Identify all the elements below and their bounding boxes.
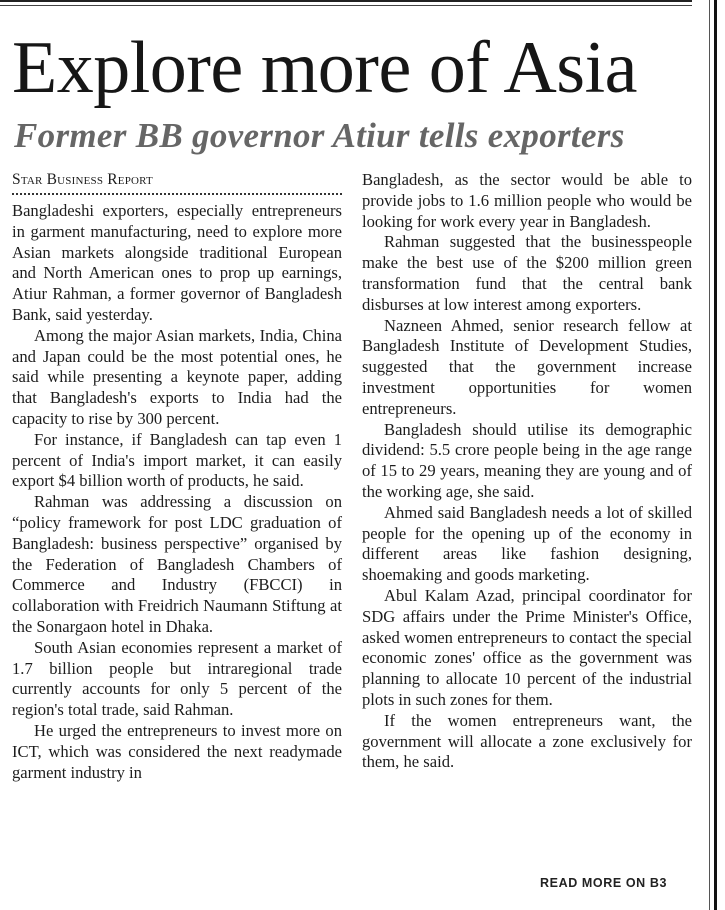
article-paragraph: Rahman was addressing a discussion on “policy framework for post LDC graduation of Bangladesh: business perspective” organised by the Federation of Bangladesh Chambers of Commerce and Industry (FBCCI) in collaboration with Freidrich Naumann Stiftung at the Sonargaon hotel in Dhaka. [12,492,342,636]
article-paragraph: Nazneen Ahmed, senior research fellow at Bangladesh Institute of Development Studies, suggested that the government increase investment opportunities for women entrepreneurs. [362,315,692,418]
article-paragraph: Bangladesh should utilise its demographic dividend: 5.5 crore people being in the age range of 15 to 29 years, meaning they are young and of the working age, she said. [362,419,692,501]
article-paragraph: Ahmed said Bangladesh needs a lot of skilled people for the opening up of the economy in different areas like fashion designing, shoemaking and goods marketing. [362,502,692,585]
article-paragraph: Bangladeshi exporters, especially entrepreneurs in garment manufacturing, need to explore more Asian markets alongside traditional European and North American ones to prop up earnings, Atiur Rahman, a former governor of Bangladesh Bank, said yesterday. [12,201,342,324]
headline: Explore more of Asia [12,27,637,109]
read-more-link[interactable]: READ MORE ON B3 [540,876,668,890]
article-column-right [362,170,692,773]
article-paragraph: For instance, if Bangladesh can tap even 1 percent of India's import market, it can easily export $4 billion worth of products, he said. [12,429,342,491]
right-rule-inner [709,0,710,910]
top-rule-thin [0,5,692,6]
article-paragraph: He urged the entrepreneurs to invest more on ICT, which was considered the next readymade garment industry in [12,720,342,782]
top-rule [0,0,692,2]
article-paragraph: If the women entrepreneurs want, the government will allocate a zone exclusively for them, he said. [362,710,692,772]
article-paragraph: Abul Kalam Azad, principal coordinator for SDG affairs under the Prime Minister's Office, asked women entrepreneurs to contact the special economic zones' office as the government was planning to allocate 10 percent of the industrial plots in such zones for them. [362,585,692,709]
byline-dotted-rule [12,193,342,195]
byline: Star Business Report [12,171,153,188]
article-paragraph-continued: Bangladesh, as the sector would be able to provide jobs to 1.6 million people who would be looking for work every year in Bangladesh. [362,170,692,231]
article-paragraph: Rahman suggested that the businesspeople make the best use of the $200 million green transformation fund that the central bank disburses at low interest among exporters. [362,232,692,314]
subheadline: Former BB governor Atiur tells exporters [14,116,625,155]
article-column-left [12,170,342,783]
article-paragraph: South Asian economies represent a market of 1.7 billion people but intraregional trade currently accounts for only 5 percent of the region's total trade, said Rahman. [12,637,342,720]
right-rule [714,0,717,910]
article-paragraph: Among the major Asian markets, India, China and Japan could be the most potential ones, he said while presenting a keynote paper, adding that Bangladesh's exports to India had the capacity to rise by 300 percent. [12,325,342,428]
